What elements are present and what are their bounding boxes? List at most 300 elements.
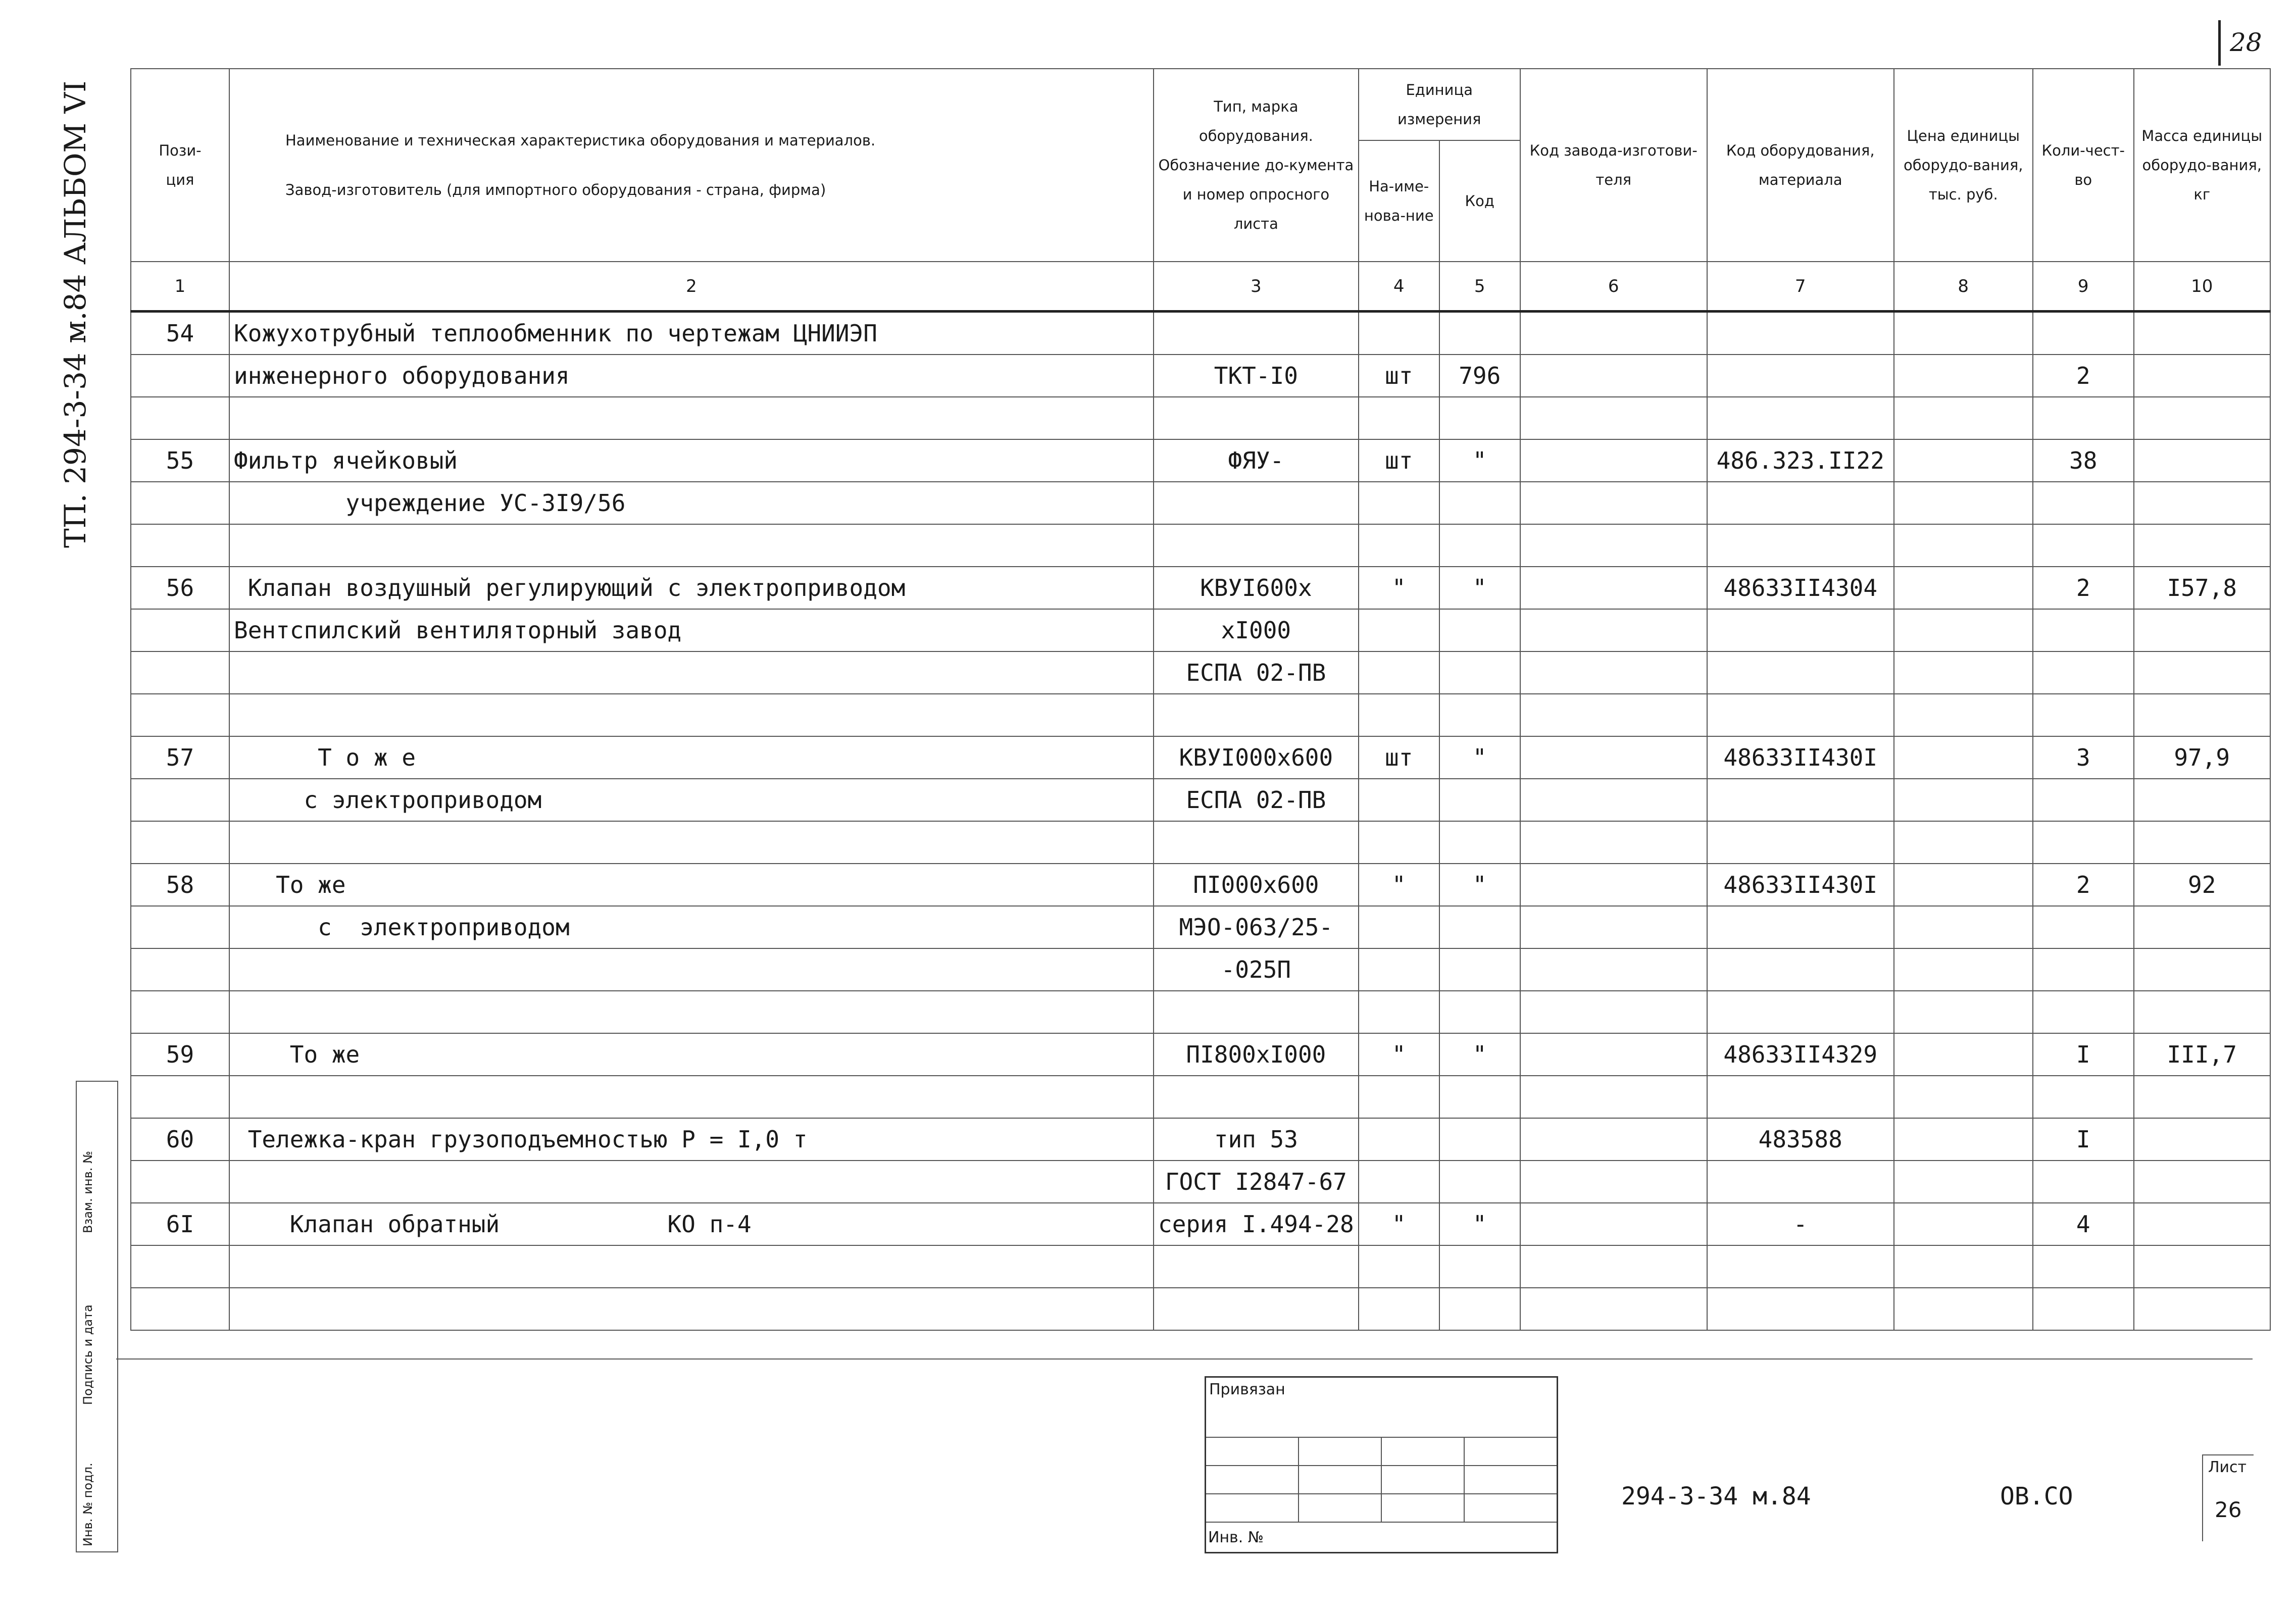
col-num: 6 [1520,262,1707,312]
cell-mfr-code [1520,482,1707,524]
side-label-inv: Инв. № подл. [81,1463,95,1546]
cell-unit-code [1439,991,1520,1033]
header-row [131,69,2270,140]
cell-type: ГОСТ I2847-67 [1154,1161,1359,1203]
cell-price [1894,906,2033,948]
cell-unit-name [1359,1288,1439,1330]
cell-unit-code [1439,312,1520,355]
cell-equip-code: 48633II430I [1707,864,1894,906]
cell-equip-code [1707,482,1894,524]
cell-mass [2134,1118,2270,1161]
cell-mfr-code [1520,312,1707,355]
sheet-number: 26 [2215,1497,2242,1522]
cell-price [1894,482,2033,524]
table-row [131,567,2270,609]
cell-unit-code [1439,524,1520,567]
table-row [131,1033,2270,1076]
cell-name [229,694,1154,736]
cell-equip-code [1707,694,1894,736]
sheet-label: Лист [2208,1458,2247,1476]
cell-unit-name [1359,1076,1439,1118]
cell-mfr-code [1520,439,1707,482]
table-row [131,355,2270,397]
cell-qty: 2 [2033,355,2134,397]
cell-mass [2134,991,2270,1033]
cell-name [229,524,1154,567]
cell-price [1894,864,2033,906]
table-row [131,864,2270,906]
cell-equip-code [1707,355,1894,397]
table-row [131,651,2270,694]
hdr-type: Тип, марка оборудования. Обозначение до-кумента и номер опросного листа [1154,69,1359,262]
cell-name [229,397,1154,439]
cell-pos [131,906,229,948]
cell-price [1894,1161,2033,1203]
table-row [131,439,2270,482]
cell-equip-code [1707,1245,1894,1288]
hdr-unit-name: На-име-нова-ние [1359,140,1439,262]
cell-mass [2134,821,2270,864]
table-row [131,779,2270,821]
cell-unit-name: " [1359,864,1439,906]
cell-equip-code: - [1707,1203,1894,1245]
table-row [131,1161,2270,1203]
hdr-name-line1: Наименование и техническая характеристика оборудования и материалов. [285,132,876,149]
cell-unit-name [1359,1118,1439,1161]
cell-qty [2033,312,2134,355]
table-row [131,736,2270,779]
cell-mass [2134,355,2270,397]
cell-pos [131,1288,229,1330]
cell-pos [131,1161,229,1203]
attached-stamp [1205,1376,1558,1553]
cell-unit-code: " [1439,567,1520,609]
cell-unit-code [1439,482,1520,524]
cell-type [1154,694,1359,736]
cell-equip-code [1707,779,1894,821]
cell-mass [2134,609,2270,651]
cell-mfr-code [1520,864,1707,906]
cell-pos [131,524,229,567]
cell-equip-code [1707,1288,1894,1330]
cell-mfr-code [1520,1245,1707,1288]
cell-equip-code [1707,609,1894,651]
cell-qty [2033,1288,2134,1330]
column-number-row [131,262,2270,312]
cell-type: -025П [1154,948,1359,991]
col-num: 7 [1707,262,1894,312]
cell-type: КВУI000х600 [1154,736,1359,779]
cell-price [1894,948,2033,991]
cell-equip-code [1707,312,1894,355]
cell-mass [2134,651,2270,694]
cell-mass: 97,9 [2134,736,2270,779]
cell-unit-name [1359,694,1439,736]
col-num: 2 [229,262,1154,312]
hdr-pos: Пози- ция [131,69,229,262]
cell-price [1894,779,2033,821]
cell-unit-name [1359,991,1439,1033]
cell-price [1894,1288,2033,1330]
cell-pos: 57 [131,736,229,779]
cell-equip-code: 48633II430I [1707,736,1894,779]
cell-unit-name [1359,397,1439,439]
cell-unit-code [1439,821,1520,864]
cell-qty: 3 [2033,736,2134,779]
cell-qty: 2 [2033,864,2134,906]
sheet-frame-mark [2218,20,2221,66]
cell-unit-code [1439,609,1520,651]
cell-unit-name [1359,1245,1439,1288]
cell-qty [2033,397,2134,439]
cell-unit-name [1359,651,1439,694]
hdr-qty: Коли-чест-во [2033,69,2134,262]
cell-mass [2134,694,2270,736]
cell-pos [131,397,229,439]
cell-type: ЕСПА 02-ПВ [1154,651,1359,694]
cell-type: ПI000х600 [1154,864,1359,906]
cell-qty [2033,779,2134,821]
cell-unit-code [1439,948,1520,991]
cell-mass [2134,1288,2270,1330]
cell-price [1894,1245,2033,1288]
cell-mfr-code [1520,694,1707,736]
cell-unit-code [1439,1076,1520,1118]
album-code: ТП. 294-3-34 м.84 АЛЬБОМ VI [58,80,92,548]
cell-equip-code: 48633II4304 [1707,567,1894,609]
cell-price [1894,567,2033,609]
cell-name: Фильтр ячейковый [229,439,1154,482]
table-row [131,694,2270,736]
cell-mass: III,7 [2134,1033,2270,1076]
col-num: 9 [2033,262,2134,312]
cell-unit-code [1439,1118,1520,1161]
cell-unit-name: шт [1359,355,1439,397]
cell-equip-code [1707,524,1894,567]
cell-equip-code: 483588 [1707,1118,1894,1161]
cell-qty [2033,906,2134,948]
cell-mass: 92 [2134,864,2270,906]
table-row [131,524,2270,567]
cell-type [1154,821,1359,864]
cell-equip-code [1707,948,1894,991]
cell-name: Т о ж е [229,736,1154,779]
cell-mfr-code [1520,1288,1707,1330]
table-row [131,609,2270,651]
stamp-attached-label: Привязан [1206,1377,1558,1438]
cell-equip-code [1707,651,1894,694]
cell-name: учреждение УС-3I9/56 [229,482,1154,524]
cell-mfr-code [1520,609,1707,651]
cell-type [1154,1076,1359,1118]
cell-pos [131,355,229,397]
col-num: 3 [1154,262,1359,312]
cell-unit-name [1359,482,1439,524]
col-num: 10 [2134,262,2270,312]
table-row [131,1076,2270,1118]
cell-type: МЭО-063/25- [1154,906,1359,948]
cell-equip-code: 486.323.II22 [1707,439,1894,482]
cell-unit-name [1359,312,1439,355]
cell-qty [2033,1245,2134,1288]
hdr-mass: Масса единицы оборудо-вания, кг [2134,69,2270,262]
hdr-mfr-code: Код завода-изготови-теля [1520,69,1707,262]
cell-mfr-code [1520,1161,1707,1203]
cell-type [1154,312,1359,355]
cell-qty [2033,651,2134,694]
table-row [131,821,2270,864]
cell-name: инженерного оборудования [229,355,1154,397]
cell-qty [2033,609,2134,651]
cell-name: То же [229,864,1154,906]
cell-equip-code [1707,397,1894,439]
cell-mfr-code [1520,1033,1707,1076]
cell-unit-code: " [1439,864,1520,906]
col-num: 5 [1439,262,1520,312]
table-row [131,312,2270,355]
cell-unit-name: " [1359,1033,1439,1076]
cell-type: ФЯУ- [1154,439,1359,482]
cell-price [1894,312,2033,355]
cell-unit-name: " [1359,1203,1439,1245]
cell-price [1894,694,2033,736]
cell-mfr-code [1520,355,1707,397]
hdr-name [229,69,1154,262]
cell-type [1154,397,1359,439]
cell-price [1894,609,2033,651]
cell-unit-name [1359,779,1439,821]
cell-unit-name [1359,609,1439,651]
col-num: 4 [1359,262,1439,312]
cell-mass [2134,779,2270,821]
cell-price [1894,1033,2033,1076]
cell-unit-code [1439,1288,1520,1330]
cell-price [1894,1076,2033,1118]
cell-unit-name: " [1359,567,1439,609]
cell-equip-code [1707,991,1894,1033]
side-label-replace: Взам. инв. № [81,1151,95,1233]
cell-type [1154,1245,1359,1288]
cell-unit-code [1439,1161,1520,1203]
cell-unit-name [1359,524,1439,567]
cell-type [1154,1288,1359,1330]
cell-equip-code [1707,906,1894,948]
cell-name [229,1288,1154,1330]
cell-qty: I [2033,1033,2134,1076]
cell-pos: 6I [131,1203,229,1245]
stamp-inv-label: Инв. № [1206,1522,1558,1553]
table-row [131,991,2270,1033]
cell-unit-code [1439,694,1520,736]
cell-mfr-code [1520,779,1707,821]
cell-equip-code: 48633II4329 [1707,1033,1894,1076]
cell-name [229,651,1154,694]
table-row [131,906,2270,948]
cell-type: хI000 [1154,609,1359,651]
cell-name: Кожухотрубный теплообменник по чертежам ЦНИИЭП [229,312,1154,355]
side-label-sign: Подпись и дата [81,1304,95,1405]
cell-price [1894,1203,2033,1245]
cell-qty [2033,821,2134,864]
cell-name [229,948,1154,991]
table-row [131,1203,2270,1245]
cell-qty [2033,1161,2134,1203]
table-row [131,397,2270,439]
table-row [131,1118,2270,1161]
hdr-unit: Единица измерения [1359,69,1520,140]
cell-unit-code: " [1439,1033,1520,1076]
cell-pos [131,609,229,651]
cell-unit-name [1359,1161,1439,1203]
cell-pos [131,1076,229,1118]
hdr-equip-code: Код оборудования, материала [1707,69,1894,262]
cell-name [229,1245,1154,1288]
hdr-price: Цена единицы оборудо-вания, тыс. руб. [1894,69,2033,262]
cell-price [1894,355,2033,397]
table-row [131,1245,2270,1288]
cell-mfr-code [1520,567,1707,609]
cell-name: Тележка-кран грузоподъемностью Р = I,0 т [229,1118,1154,1161]
cell-pos [131,948,229,991]
cell-unit-code [1439,651,1520,694]
hdr-unit-code: Код [1439,140,1520,262]
cell-price [1894,524,2033,567]
cell-name: с электроприводом [229,779,1154,821]
cell-type: КВУI600х [1154,567,1359,609]
cell-name [229,821,1154,864]
cell-price [1894,439,2033,482]
cell-type: ЕСПА 02-ПВ [1154,779,1359,821]
cell-name [229,1076,1154,1118]
cell-qty [2033,482,2134,524]
cell-mfr-code [1520,397,1707,439]
cell-type [1154,524,1359,567]
cell-mass [2134,1203,2270,1245]
cell-name: с электроприводом [229,906,1154,948]
cell-mass [2134,524,2270,567]
cell-pos: 59 [131,1033,229,1076]
sheet-number-top: 28 [2230,28,2262,57]
cell-unit-code [1439,779,1520,821]
document-mark: ОВ.СО [2000,1482,2073,1511]
cell-mass [2134,439,2270,482]
cell-mass [2134,312,2270,355]
cell-mfr-code [1520,524,1707,567]
stamp-frame [116,1358,2253,1541]
cell-qty [2033,991,2134,1033]
cell-type: тип 53 [1154,1118,1359,1161]
cell-unit-name [1359,948,1439,991]
cell-pos [131,779,229,821]
col-num: 1 [131,262,229,312]
cell-pos [131,821,229,864]
cell-mfr-code [1520,651,1707,694]
cell-pos: 54 [131,312,229,355]
cell-qty: 2 [2033,567,2134,609]
cell-mass [2134,1245,2270,1288]
cell-type: серия I.494-28 [1154,1203,1359,1245]
cell-unit-code: " [1439,439,1520,482]
cell-name [229,1161,1154,1203]
cell-mass [2134,397,2270,439]
cell-unit-code: " [1439,1203,1520,1245]
cell-qty: I [2033,1118,2134,1161]
cell-mass [2134,1076,2270,1118]
table-row [131,1288,2270,1330]
cell-price [1894,821,2033,864]
cell-equip-code [1707,821,1894,864]
cell-unit-code [1439,906,1520,948]
cell-pos: 58 [131,864,229,906]
table-row [131,482,2270,524]
cell-pos: 55 [131,439,229,482]
cell-qty [2033,948,2134,991]
cell-unit-name [1359,906,1439,948]
hdr-name-line2: Завод-изготовитель (для импортного оборудования - страна, фирма) [285,181,826,198]
cell-pos: 56 [131,567,229,609]
cell-name [229,991,1154,1033]
cell-price [1894,991,2033,1033]
document-code: 294-3-34 м.84 [1621,1482,1811,1511]
specification-table [130,68,2271,1331]
cell-qty: 38 [2033,439,2134,482]
cell-pos [131,991,229,1033]
cell-mfr-code [1520,736,1707,779]
cell-price [1894,397,2033,439]
cell-type: ПI800хI000 [1154,1033,1359,1076]
cell-type [1154,991,1359,1033]
cell-unit-name [1359,821,1439,864]
cell-name: Клапан обратный КО п-4 [229,1203,1154,1245]
cell-mass: I57,8 [2134,567,2270,609]
cell-equip-code [1707,1076,1894,1118]
cell-qty: 4 [2033,1203,2134,1245]
cell-qty [2033,694,2134,736]
col-num: 8 [1894,262,2033,312]
cell-qty [2033,524,2134,567]
cell-unit-name: шт [1359,439,1439,482]
cell-mfr-code [1520,991,1707,1033]
cell-pos [131,651,229,694]
cell-mass [2134,1161,2270,1203]
cell-unit-code: " [1439,736,1520,779]
cell-unit-code [1439,397,1520,439]
cell-price [1894,736,2033,779]
cell-mass [2134,948,2270,991]
cell-name: То же [229,1033,1154,1076]
cell-name: Клапан воздушный регулирующий с электроприводом [229,567,1154,609]
cell-mfr-code [1520,1203,1707,1245]
cell-unit-name: шт [1359,736,1439,779]
cell-mfr-code [1520,821,1707,864]
cell-mfr-code [1520,948,1707,991]
cell-mass [2134,906,2270,948]
cell-mfr-code [1520,1118,1707,1161]
cell-pos [131,1245,229,1288]
cell-unit-code [1439,1245,1520,1288]
cell-type [1154,482,1359,524]
cell-pos [131,482,229,524]
cell-equip-code [1707,1161,1894,1203]
cell-pos [131,694,229,736]
table-row [131,948,2270,991]
cell-type: ТКТ-I0 [1154,355,1359,397]
cell-mfr-code [1520,1076,1707,1118]
cell-mfr-code [1520,906,1707,948]
cell-mass [2134,482,2270,524]
side-stamp [76,1081,118,1552]
cell-qty [2033,1076,2134,1118]
